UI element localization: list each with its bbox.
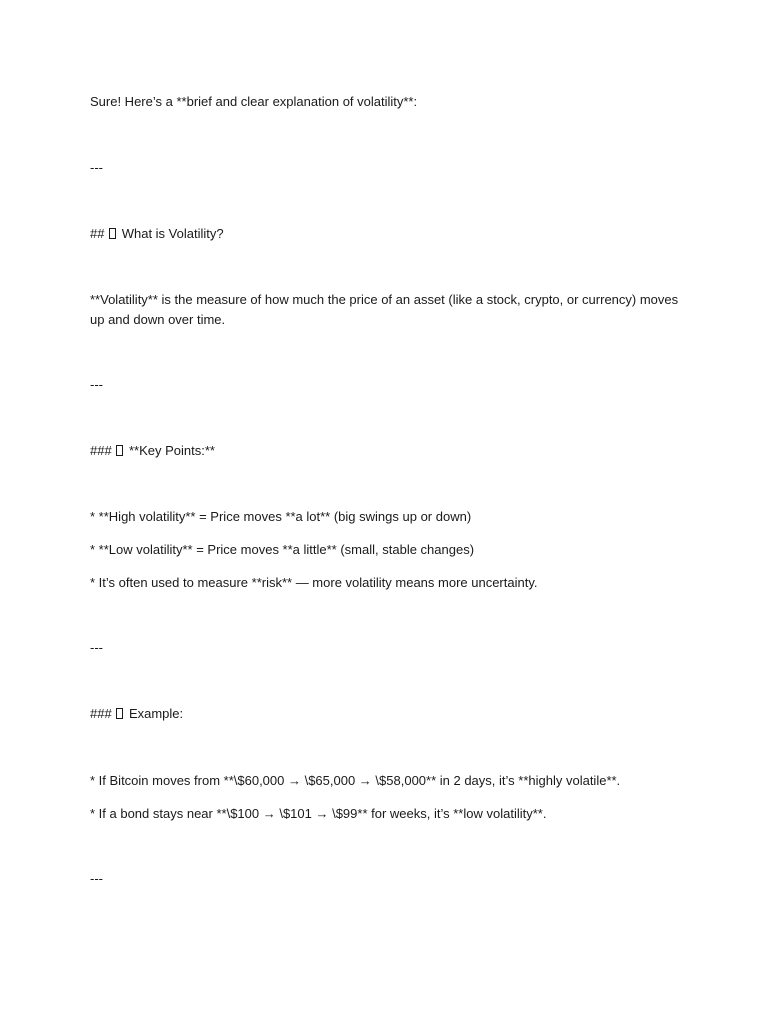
heading-marker: ## <box>90 226 105 241</box>
list-item: * **Low volatility** = Price moves **a little** (small, stable changes) <box>90 542 475 557</box>
missing-glyph-icon <box>116 445 123 456</box>
heading-example <box>90 704 690 724</box>
heading-marker: ### <box>90 443 112 458</box>
heading-marker: ### <box>90 706 112 721</box>
list-item: * If a bond stays near **\$100 → \$101 → \$99** for weeks, it’s **low volatility**. <box>90 806 547 821</box>
horizontal-rule-3: --- <box>90 640 103 655</box>
heading-text: What is Volatility? <box>121 226 224 241</box>
list-item: * It’s often used to measure **risk** — more volatility means more uncertainty. <box>90 575 538 590</box>
list-item: * **High volatility** = Price moves **a lot** (big swings up or down) <box>90 509 472 524</box>
heading-what-is-volatility <box>90 224 690 244</box>
heading-text: **Key Points:** <box>128 443 215 458</box>
missing-glyph-icon <box>109 228 116 239</box>
horizontal-rule-1: --- <box>90 160 103 175</box>
missing-glyph-icon <box>116 708 123 719</box>
definition-paragraph: **Volatility** is the measure of how much the price of an asset (like a stock, crypto, or currency) moves up and down over time. <box>90 292 679 327</box>
list-item: * If Bitcoin moves from **\$60,000 → \$65,000 → \$58,000** in 2 days, it’s **highly volatile**. <box>90 773 621 788</box>
intro-text: Sure! Here’s a **brief and clear explanation of volatility**: <box>90 94 418 109</box>
horizontal-rule-2: --- <box>90 377 103 392</box>
heading-key-points <box>90 441 690 461</box>
heading-text: Example: <box>128 706 184 721</box>
horizontal-rule-4: --- <box>90 871 103 886</box>
